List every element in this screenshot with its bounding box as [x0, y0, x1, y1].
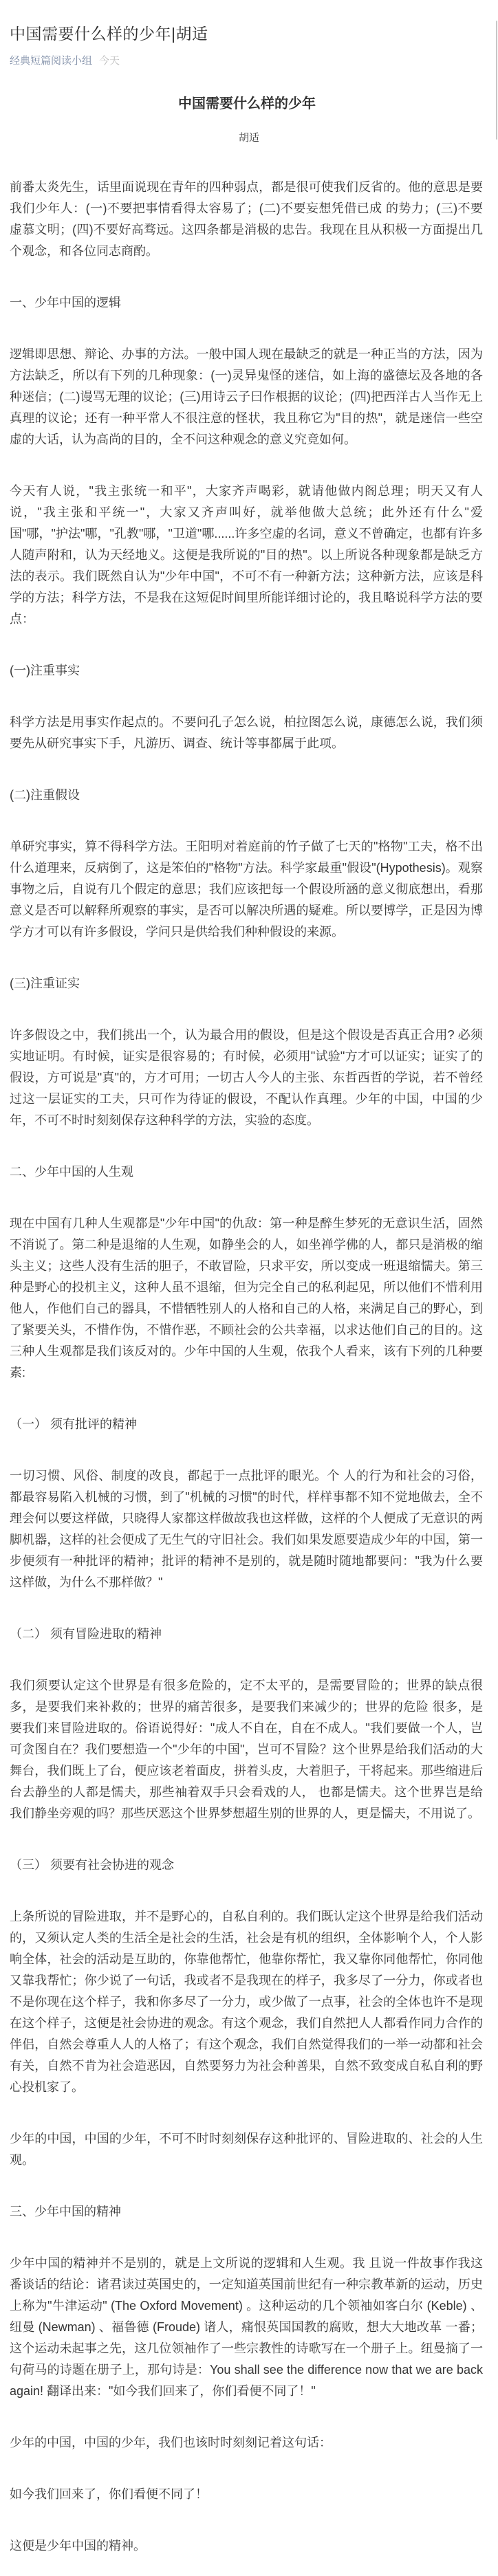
- article-meta: [10, 54, 484, 68]
- article-author: 胡适: [238, 132, 259, 144]
- section-heading: （二） 须有冒险进取的精神: [10, 1627, 162, 1641]
- article-body: [0, 145, 498, 2576]
- paragraph: 前番太炎先生，话里面说现在青年的四种弱点，都是很可使我们反省的。他的意思是要我们少年人：(一)不要把事情看得太容易了；(二)不要妄想凭借已成 的势力；(三)不要虚慕文明；(四)不要好高骛远。这四条都是消极的忠告。我现在且从积极一方面提出几个观念，和各位同志商酌。: [10, 180, 483, 258]
- section-heading: （一） 须有批评的精神: [10, 1417, 137, 1431]
- scrollbar-thumb[interactable]: [496, 21, 497, 140]
- paragraph: 许多假设之中，我们挑出一个，认为最合用的假设，但是这个假设是否真正合用? 必须实地证明。有时候，证实是很容易的；有时候，必须用"试验"方才可以证实；证实了的假设，方可说是"真"的，方才可用；一切古人今人的主张、东哲西哲的学说，若不曾经过这一层证实的工夫，只可作为待证的假设，不配认作真理。少年的中国，中国的少年，不可不时时刻刻保存这种科学的方法，实验的态度。: [10, 1028, 483, 1127]
- article-title: 中国需要什么样的少年: [178, 96, 316, 111]
- section-heading: 一、少年中国的逻辑: [10, 296, 121, 309]
- section-heading: (三)注重证实: [10, 976, 80, 990]
- paragraph: 单研究事实，算不得科学方法。王阳明对着庭前的竹子做了七天的"格物"工夫，格不出什么道理来，反病倒了，这是笨伯的"格物"方法。科学家最重"假设"(Hypothesis)。观察事物之后，自说有几个假定的意思；我们应该把每一个假设所涵的意义彻底想出，看那意义是否可以解释所观察的事实，是否可以解决所遇的疑难。所以要博学，正是因为博学方才可以有许多假设，学问只是供给我们种种假设的来源。: [10, 840, 483, 939]
- paragraph: 少年的中国，中国的少年，我们也该时时刻刻记着这句话：: [10, 2436, 332, 2449]
- paragraph: 这便是少年中国的精神。: [10, 2539, 146, 2553]
- section-heading: 二、少年中国的人生观: [10, 1165, 133, 1179]
- source-link[interactable]: 经典短篇阅读小组: [10, 55, 93, 67]
- paragraph: 我们须要认定这个世界是有很多危险的，定不太平的，是需要冒险的；世界的缺点很多，是要我们来补救的；世界的痛苦很多，是要我们来减少的；世界的危险 很多，是要我们来冒险进取的。俗语说得好："成人不自在，自在不成人。"我们要做一个人，岂可贪图自在？我们要想造一个"少年的中国"，岂可不冒险？这个世界是给我们活动的大舞台，我们既上了台，便应该老着面皮，拼着头皮，大着胆子，干将起来。那些缩进后台去静坐的人都是懦夫，那些袖着双手只会看戏的人， 也都是懦夫。这个世界岂是给我们静坐旁观的吗？那些厌恶这个世界梦想超生别的世界的人，更是懦夫，不用说了。: [10, 1679, 483, 1820]
- section-heading: 三、少年中国的精神: [10, 2205, 121, 2218]
- paragraph: 一切习惯、风俗、制度的改良，都起于一点批评的眼光。个 人的行为和社会的习俗，都最容易陷入机械的习惯，到了"机械的习惯"的时代，样样事都不知不觉地做去，全不理会何以要这样做，只晓得人家都这样做故我也这样做，这样的个人便成了无意识的两脚机器，这样的社会便成了无生气的守旧社会。我们如果发愿要造成少年的中国，第一步便须有一种批评的精神；批评的精神不是别的，就是随时随地都要问："我为什么要这样做，为什么不那样做？": [10, 1469, 483, 1589]
- paragraph: 逻辑即思想、辩论、办事的方法。一般中国人现在最缺乏的就是一种正当的方法，因为方法缺乏，所以有下列的几种现象：(一)灵异鬼怪的迷信，如上海的盛德坛及各地的各种迷信；(二)谩骂无理的议论；(三)用诗云子曰作根据的议论；(四)把西洋古人当作无上真理的议论；还有一种平常人不很注意的怪状，我且称它为"目的热"，就是迷信一些空虚的大话，认为高尚的目的，全不问这种观念的意义究竟如何。: [10, 347, 483, 446]
- paragraph: 上条所说的冒险进取，并不是野心的，自私自利的。我们既认定这个世界是给我们活动的，又须认定人类的生活全是社会的生活，社会是有机的组织，全体影响个人，个人影响全体，社会的活动是互助的，你靠他帮忙，他靠你帮忙，我又靠你同他帮忙，你同他又靠我帮忙；你少说了一句话，我或者不是我现在的样子，我多尽了一分力，你或者也不是你现在这个样子，我和你多尽了一分力，或少做了一点事，社会的全体也许不是现在这个样子，这便是社会协进的观念。有这个观念，我们自然把人人都看作同力合作的伴侣，自然会尊重人人的人格了；有这个观念，我们自然觉得我们的一举一动都和社会有关，自然不肯为社会造恶因，自然要努力为社会种善果，自然不致变成自私自利的野心投机家了。: [10, 1910, 483, 2094]
- section-heading: (一)注重事实: [10, 664, 80, 677]
- paragraph: 如今我们回来了，你们看便不同了！: [10, 2487, 208, 2501]
- publish-date: 今天: [99, 55, 120, 67]
- page-header: [0, 0, 498, 68]
- section-heading: (二)注重假设: [10, 788, 80, 802]
- page-title: 中国需要什么样的少年|胡适: [10, 25, 208, 43]
- paragraph: 科学方法是用事实作起点的。不要问孔子怎么说，柏拉图怎么说，康德怎么说，我们须要先从研究事实下手，凡游历、调查、统计等事都属于此项。: [10, 715, 483, 750]
- section-heading: （三） 须要有社会协进的观念: [10, 1858, 174, 1872]
- paragraph: 现在中国有几种人生观都是"少年中国"的仇敌：第一种是醉生梦死的无意识生活，固然不消说了。第二种是退缩的人生观，如静坐会的人，如坐禅学佛的人，都只是消极的缩头主义；这些人没有生活的胆子，不敢冒险，只求平安，所以变成一班退缩懦夫。第三种是野心的投机主义，这种人虽不退缩，但为完全自己的私利起见，所以他们不惜利用他人，作他们自己的器具，不惜牺牲别人的人格和自己的人格，来满足自己的野心，到了紧要关头，不惜作伪，不惜作恶，不顾社会的公共幸福，以求达他们自己的目的。这三种人生观都是我们该反对的。少年中国的人生观，依我个人看来，该有下列的几种要素:: [10, 1216, 483, 1379]
- paragraph: 今天有人说，"我主张统一和平"，大家齐声喝彩，就请他做内阁总理；明天又有人说，"我主张和平统一"，大家又齐声叫好，就举他做大总统；此外还有什么"爱 国"哪，"护法"哪，"孔教"哪，"卫道"哪......许多空虚的名词，意义不曾确定，也都有许多人随声附和，认为天经地义。这便是我所说的"目的热"。以上所说各种现象都是缺乏方法的表示。我们既然自认为"少年中国"，不可不有一种新方法；这种新方法，应该是科学的方法；科学方法，不是我在这短促时间里所能详细讨论的，我且略说科学方法的要点：: [10, 484, 483, 626]
- paragraph: 少年中国的精神并不是别的，就是上文所说的逻辑和人生观。我 且说一件故事作我这番谈话的结论：诸君读过英国史的，一定知道英国前世纪有一种宗教革新的运动，历史上称为"牛津运动" (The Oxford Movement) 。这种运动的几个领袖如客白尔 (Keble) 、纽曼 (Newman) 、福鲁德 (Froude) 诸人，痛恨英国国教的腐败，想大大地改革 一番；这个运动未起事之先，这几位领袖作了一些宗教性的诗歌写在一个册子上。纽曼摘了一句荷马的诗题在册子上，那句诗是：You shall see the difference now that we are back again! 翻译出来："如今我们回来了，你们看便不同了！": [10, 2256, 483, 2398]
- paragraph: 少年的中国，中国的少年，不可不时时刻刻保存这种批评的、冒险进取的、社会的人生观。: [10, 2132, 483, 2167]
